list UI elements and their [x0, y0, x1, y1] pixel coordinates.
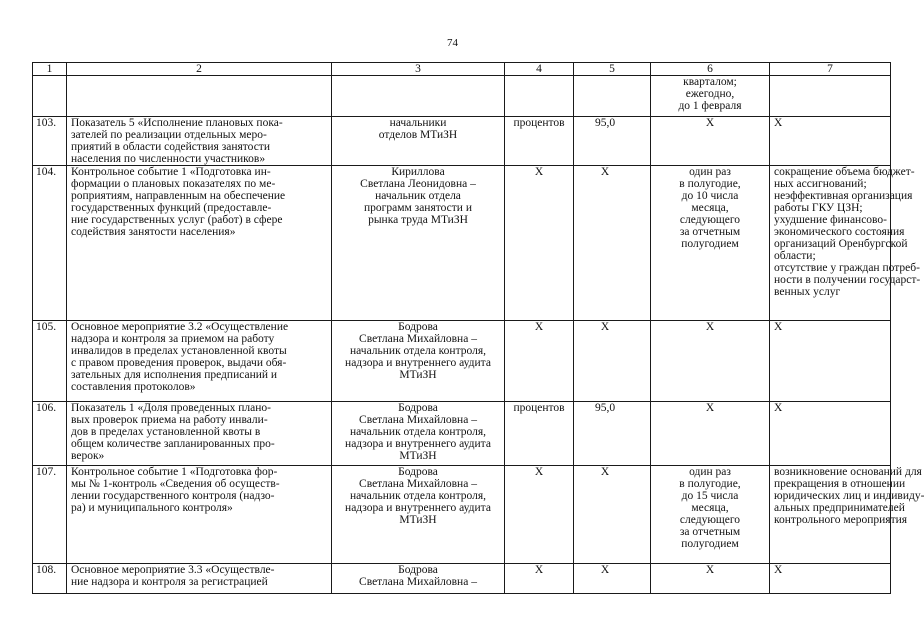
- table-row: [33, 76, 891, 117]
- table-row: [33, 166, 891, 321]
- cell-line: начальники: [389, 117, 447, 129]
- cell-line: полугодием: [681, 538, 739, 550]
- cell-line: МТиЗН: [399, 450, 437, 462]
- cell-line: экономического состояния: [774, 226, 905, 238]
- cell-line: до 15 числа: [681, 490, 739, 502]
- cell-line: процентов: [513, 117, 565, 129]
- cell-line: ежегодно,: [685, 88, 735, 100]
- responsible-cell: [332, 466, 505, 564]
- cell-line: Контрольное событие 1 «Подготовка фор-: [71, 466, 278, 478]
- responsible-cell: [332, 117, 505, 166]
- name-cell: [67, 117, 332, 166]
- name-cell: [67, 466, 332, 564]
- cell-line: области;: [774, 250, 816, 262]
- cell-line: зателей по реализации отдельных меро-: [71, 129, 267, 141]
- cell-line: Бодрова: [398, 564, 438, 576]
- cell-line: ухудшение финансово-: [774, 214, 887, 226]
- cell-line: МТиЗН: [399, 369, 437, 381]
- name-cell: [67, 321, 332, 402]
- cell-line: зательных для исполнения предписаний и: [71, 369, 278, 381]
- cell-line: приятий в области содействия занятости: [71, 141, 270, 153]
- cell-line: государственных функций (предоставле-: [71, 202, 272, 214]
- consequences-cell: [770, 402, 891, 466]
- deadline-cell: [651, 117, 770, 166]
- cell-line: ности в получении государст-: [774, 274, 921, 286]
- table-body: [33, 76, 924, 594]
- cell-line: Светлана Михайловна –: [359, 414, 477, 426]
- consequences-cell: [770, 76, 891, 117]
- unit-cell: [505, 466, 574, 564]
- unit-cell: [505, 117, 574, 166]
- cell-line: надзора и контроля за приемом на работу: [71, 333, 275, 345]
- cell-line: роприятиям, направленным на обеспечение: [71, 190, 286, 202]
- cell-line: содействия занятости населения»: [71, 226, 236, 238]
- cell-line: возникновение оснований для: [774, 466, 922, 478]
- table-row: [33, 117, 891, 166]
- deadline-cell: [651, 76, 770, 117]
- deadline-cell: [651, 564, 770, 594]
- cell-line: Светлана Михайловна –: [359, 333, 477, 345]
- cell-line: кварталом;: [683, 76, 737, 88]
- cell-line: следующего: [679, 514, 741, 526]
- column-number: 3: [332, 63, 505, 76]
- cell-line: Х: [774, 117, 783, 129]
- cell-line: ра) и муниципального контроля»: [71, 502, 233, 514]
- column-number: 7: [770, 63, 891, 76]
- cell-line: общем количестве запланированных про-: [71, 438, 275, 450]
- cell-line: составления протоколов»: [71, 381, 196, 393]
- row-number-cell: 104.: [33, 166, 67, 321]
- cell-line: программ занятости и: [364, 202, 472, 214]
- cell-line: Х: [534, 166, 544, 178]
- cell-line: мы № 1-контроль «Сведения об осуществ-: [71, 478, 280, 490]
- cell-line: юридических лиц и индивиду-: [774, 490, 924, 502]
- cell-line: в полугодие,: [679, 178, 741, 190]
- consequences-cell: [770, 564, 891, 594]
- cell-line: полугодием: [681, 238, 739, 250]
- deadline-cell: [651, 466, 770, 564]
- cell-line: Х: [705, 402, 715, 414]
- row-number-cell: [33, 76, 67, 117]
- consequences-cell: [770, 466, 924, 564]
- cell-line: Светлана Михайловна –: [359, 478, 477, 490]
- cell-line: Бодрова: [398, 321, 438, 333]
- cell-line: венных услуг: [774, 286, 841, 298]
- cell-line: альных предпринимателей: [774, 502, 905, 514]
- value-cell: [574, 564, 651, 594]
- cell-line: Х: [534, 466, 544, 478]
- cell-line: Кириллова: [391, 166, 445, 178]
- consequences-cell: [770, 117, 891, 166]
- cell-line: Показатель 5 «Исполнение плановых пока-: [71, 117, 283, 129]
- unit-cell: [505, 564, 574, 594]
- cell-line: следующего: [679, 214, 741, 226]
- name-cell: [67, 564, 332, 594]
- responsible-cell: [332, 76, 505, 117]
- cell-line: до 10 числа: [681, 190, 739, 202]
- cell-line: инвалидов в пределах установленной квоты: [71, 345, 287, 357]
- responsible-cell: [332, 564, 505, 594]
- consequences-cell: [770, 321, 891, 402]
- cell-line: надзора и внутреннего аудита: [345, 438, 491, 450]
- name-cell: [67, 402, 332, 466]
- cell-line: ние государственных услуг (работ) в сфере: [71, 214, 283, 226]
- column-number: 1: [33, 63, 67, 76]
- cell-line: один раз: [689, 466, 731, 478]
- monitoring-table: [32, 62, 924, 594]
- cell-line: Х: [705, 117, 715, 129]
- row-number-cell: 107.: [33, 466, 67, 564]
- column-number: 5: [574, 63, 651, 76]
- cell-line: за отчетным: [679, 226, 741, 238]
- unit-cell: [505, 166, 574, 321]
- cell-line: Бодрова: [398, 466, 438, 478]
- cell-line: лении государственного контроля (надзо-: [71, 490, 275, 502]
- cell-line: начальник отдела контроля,: [349, 345, 486, 357]
- cell-line: Показатель 1 «Доля проведенных плано-: [71, 402, 271, 414]
- cell-line: Х: [534, 564, 544, 576]
- cell-line: Светлана Леонидовна –: [360, 178, 476, 190]
- value-cell: [574, 166, 651, 321]
- cell-line: Основное мероприятие 3.3 «Осуществле-: [71, 564, 275, 576]
- cell-line: Х: [774, 321, 783, 333]
- cell-line: рынка труда МТиЗН: [368, 214, 468, 226]
- cell-line: в полугодие,: [679, 478, 741, 490]
- cell-line: населения по численности участников»: [71, 153, 266, 165]
- cell-line: формации о плановых показателях по ме-: [71, 178, 276, 190]
- cell-line: Х: [600, 466, 610, 478]
- cell-line: начальник отдела контроля,: [349, 490, 486, 502]
- cell-line: Х: [600, 564, 610, 576]
- column-number: 4: [505, 63, 574, 76]
- cell-line: 95,0: [594, 117, 616, 129]
- cell-line: начальник отдела: [375, 190, 461, 202]
- responsible-cell: [332, 321, 505, 402]
- cell-line: Светлана Михайловна –: [359, 576, 477, 588]
- cell-line: отделов МТиЗН: [378, 129, 458, 141]
- name-cell: [67, 166, 332, 321]
- cell-line: 95,0: [594, 402, 616, 414]
- cell-line: надзора и внутреннего аудита: [345, 502, 491, 514]
- deadline-cell: [651, 321, 770, 402]
- row-number-cell: 106.: [33, 402, 67, 466]
- cell-line: работы ГКУ ЦЗН;: [774, 202, 863, 214]
- cell-line: Х: [534, 321, 544, 333]
- cell-line: ние надзора и контроля за регистрацией: [71, 576, 268, 588]
- value-cell: [574, 117, 651, 166]
- cell-line: Бодрова: [398, 402, 438, 414]
- cell-line: организаций Оренбургской: [774, 238, 908, 250]
- cell-line: неэффективная организация: [774, 190, 913, 202]
- row-number-cell: 105.: [33, 321, 67, 402]
- cell-line: с правом проведения проверок, выдачи обя-: [71, 357, 287, 369]
- value-cell: [574, 76, 651, 117]
- cell-line: прекращения в отношении: [774, 478, 906, 490]
- row-number-cell: 103.: [33, 117, 67, 166]
- value-cell: [574, 402, 651, 466]
- unit-cell: [505, 402, 574, 466]
- cell-line: ных ассигнований;: [774, 178, 867, 190]
- cell-line: начальник отдела контроля,: [349, 426, 486, 438]
- value-cell: [574, 321, 651, 402]
- responsible-cell: [332, 166, 505, 321]
- cell-line: верок»: [71, 450, 105, 462]
- unit-cell: [505, 321, 574, 402]
- cell-line: процентов: [513, 402, 565, 414]
- cell-line: Х: [774, 402, 783, 414]
- deadline-cell: [651, 402, 770, 466]
- responsible-cell: [332, 402, 505, 466]
- cell-line: за отчетным: [679, 526, 741, 538]
- table-row: [33, 321, 891, 402]
- cell-line: один раз: [689, 166, 731, 178]
- table-row: [33, 466, 891, 564]
- column-number-row: [33, 63, 891, 76]
- cell-line: Х: [774, 564, 783, 576]
- page-number: 74: [447, 37, 458, 49]
- value-cell: [574, 466, 651, 564]
- cell-line: отсутствие у граждан потреб-: [774, 262, 920, 274]
- cell-line: месяца,: [691, 202, 729, 214]
- name-cell: [67, 76, 332, 117]
- unit-cell: [505, 76, 574, 117]
- cell-line: Х: [600, 166, 610, 178]
- cell-line: Контрольное событие 1 «Подготовка ин-: [71, 166, 271, 178]
- cell-line: Х: [705, 321, 715, 333]
- deadline-cell: [651, 166, 770, 321]
- table-row: [33, 402, 891, 466]
- cell-line: сокращение объема бюджет-: [774, 166, 915, 178]
- cell-line: Основное мероприятие 3.2 «Осуществление: [71, 321, 289, 333]
- cell-line: дов в пределах установленной квоты в: [71, 426, 261, 438]
- cell-line: Х: [600, 321, 610, 333]
- consequences-cell: [770, 166, 921, 321]
- cell-line: Х: [705, 564, 715, 576]
- cell-line: контрольного мероприятия: [774, 514, 908, 526]
- table-row: [33, 564, 891, 594]
- column-number: 2: [67, 63, 332, 76]
- cell-line: МТиЗН: [399, 514, 437, 526]
- cell-line: надзора и внутреннего аудита: [345, 357, 491, 369]
- row-number-cell: 108.: [33, 564, 67, 594]
- cell-line: месяца,: [691, 502, 729, 514]
- column-number: 6: [651, 63, 770, 76]
- cell-line: до 1 февраля: [678, 100, 742, 112]
- cell-line: вых проверок приема на работу инвали-: [71, 414, 268, 426]
